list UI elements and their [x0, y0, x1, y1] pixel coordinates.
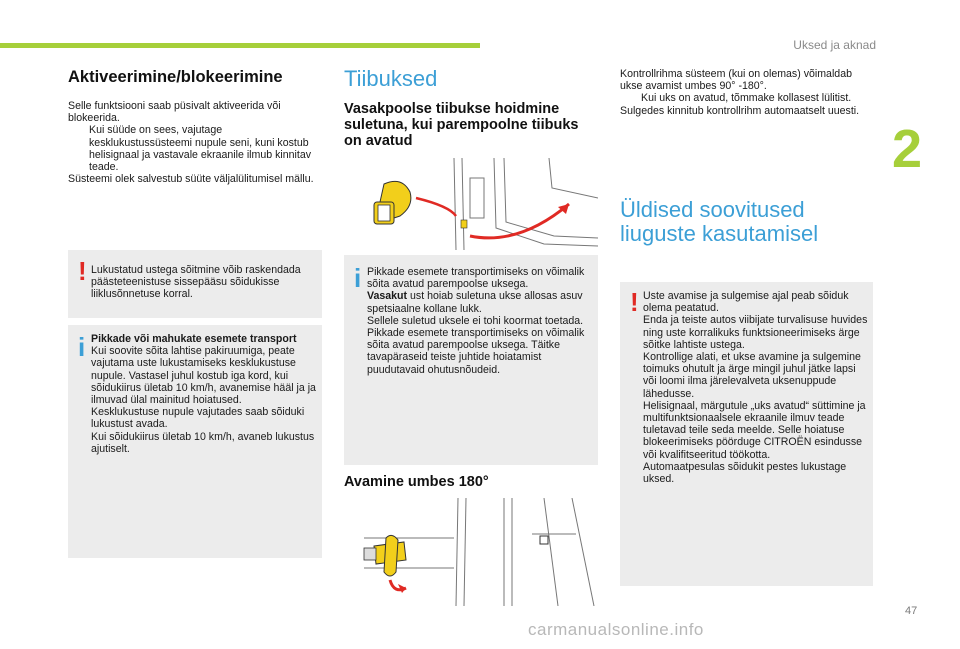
- left-info-line-3: Kui sõidukiirus ületab 10 km/h, avaneb lukustus ajutiselt.: [91, 430, 315, 455]
- left-body: [68, 100, 323, 185]
- middle-info-text: [367, 266, 595, 376]
- left-warning-text: Lukustatud ustega sõitmine võib raskendada päästeteenistuse sissepääsu sõidukisse liiklusõnnetuse korral.: [91, 264, 301, 301]
- info-icon: i: [354, 263, 362, 293]
- right-bullet-item: [620, 92, 875, 104]
- left-title: Aktiveerimine/blokeerimine: [68, 68, 283, 86]
- right-warning-text: [643, 290, 871, 485]
- right-warning-line-4: Helisignaal, märgutule „uks avatud“ süttimine ja multifunktsionaalsele ekraanile ilmuv teade tuletavad teile seda meelde. Selle hoiatuse blokeerimiseks pöörduge CITROËN esindusse või kvalifitseeritud töökotta.: [643, 399, 866, 461]
- illustration-strap-lever: [344, 498, 598, 606]
- middle-subtitle: Vasakpoolse tiibukse hoidmine suletuna, kui parempoolne tiibuks on avatud: [344, 101, 579, 149]
- right-warning-line-2: Enda ja teiste autos viibijate turvalisuse huvides ning uste korralikuks funktsioneerimiseks ärge sõitke lahtiste ustega.: [643, 314, 868, 351]
- right-warning-line-3: Kontrollige alati, et ukse avamine ja sulgemine toimuks ohutult ja ärge mingil juhul jätke lapsi või loomi ilma järelevalveta uksenuppude lähedusse.: [643, 351, 861, 400]
- middle-info-p4: Pikkade esemete transportimiseks on võimalik sõita avatud parempoolse uksega. Täitke tavapäraseid teiste juhtide hoiatamist puudutavaid ohutusnõudeid.: [367, 327, 585, 376]
- red-arrow-icon: [470, 204, 569, 238]
- illustration-latch-arrow: [344, 158, 598, 250]
- left-info-text: [91, 333, 319, 455]
- yellow-lever-icon: [364, 535, 406, 576]
- chapter-number: 2: [892, 119, 923, 179]
- left-info-line-1: Kui soovite sõita lahtise pakiruumiga, peate vajutama uste lukustamiseks kesklukustuse nupule. Vastasel juhul kostub iga kord, kui sõidukiirus ületab 10 km/h, avanemise hääl ja ja ilmuvad ülal mainitud hoiatused.: [91, 345, 316, 407]
- watermark[interactable]: carmanualsonline.info: [528, 620, 704, 639]
- middle-info-p2-bold: Vasakut: [367, 290, 408, 303]
- right-body: [620, 68, 875, 117]
- top-accent-bar: [0, 43, 480, 48]
- right-title-2: Üldised soovitused liuguste kasutamisel: [620, 197, 819, 246]
- warning-icon: !: [630, 287, 639, 317]
- left-warning-box: [68, 250, 322, 318]
- right-intro-2: Sulgedes kinnitub kontrollrihm automaatselt uuesti.: [620, 104, 860, 117]
- left-info-title: Pikkade või mahukate esemete transport: [91, 333, 297, 345]
- left-info-box: [68, 325, 322, 558]
- middle-info-p2-rest: ust hoiab suletuna ukse allosas asuv spetsiaalne kollane lukk.: [367, 290, 583, 315]
- left-info-line-2: Kesklukustuse nupule vajutades saab sõiduki lukustust avada.: [91, 406, 305, 431]
- pointer-line-icon: [416, 198, 456, 216]
- left-bullet-text: Kui süüde on sees, vajutage kesklukustussüsteemi nupule seni, kuni kostub helisignaal ja vastavale ekraanile ilmub kinnitav teade.: [89, 124, 312, 174]
- middle-subtitle-2: Avamine umbes 180°: [344, 474, 489, 490]
- left-bullet-item: [68, 124, 323, 173]
- right-intro-1: Kontrollrihma süsteem (kui on olemas) võimaldab ukse avamist umbes 90° -180°.: [620, 68, 852, 93]
- right-warning-box: [620, 282, 873, 586]
- left-outro: Süsteemi olek salvestub süüte väljalülitumisel mällu.: [68, 173, 314, 186]
- section-header: Uksed ja aknad: [793, 38, 876, 52]
- info-icon: i: [78, 332, 86, 362]
- middle-info-p2: [367, 290, 595, 314]
- handle-icon: [540, 536, 548, 544]
- middle-info-p1: Pikkade esemete transportimiseks on võimalik sõita avatud parempoolse uksega.: [367, 266, 585, 291]
- yellow-latch-icon: [374, 181, 411, 224]
- left-intro: Selle funktsiooni saab püsivalt aktiveerida või blokeerida.: [68, 100, 281, 125]
- page-number: 47: [905, 605, 918, 617]
- middle-title: Tiibuksed: [344, 66, 438, 91]
- right-bullet-text: Kui uks on avatud, tõmmake kollasest lülitist.: [641, 92, 852, 105]
- middle-info-p3: Sellele suletud uksele ei tohi koormat toetada.: [367, 314, 584, 327]
- middle-info-box: [344, 255, 598, 465]
- right-warning-line-1: Uste avamise ja sulgemise ajal peab sõiduk olema peatatud.: [643, 290, 849, 315]
- warning-icon: !: [78, 256, 87, 286]
- right-warning-line-5: Automaatpesulas sõidukit pestes lukustage uksed.: [643, 460, 847, 486]
